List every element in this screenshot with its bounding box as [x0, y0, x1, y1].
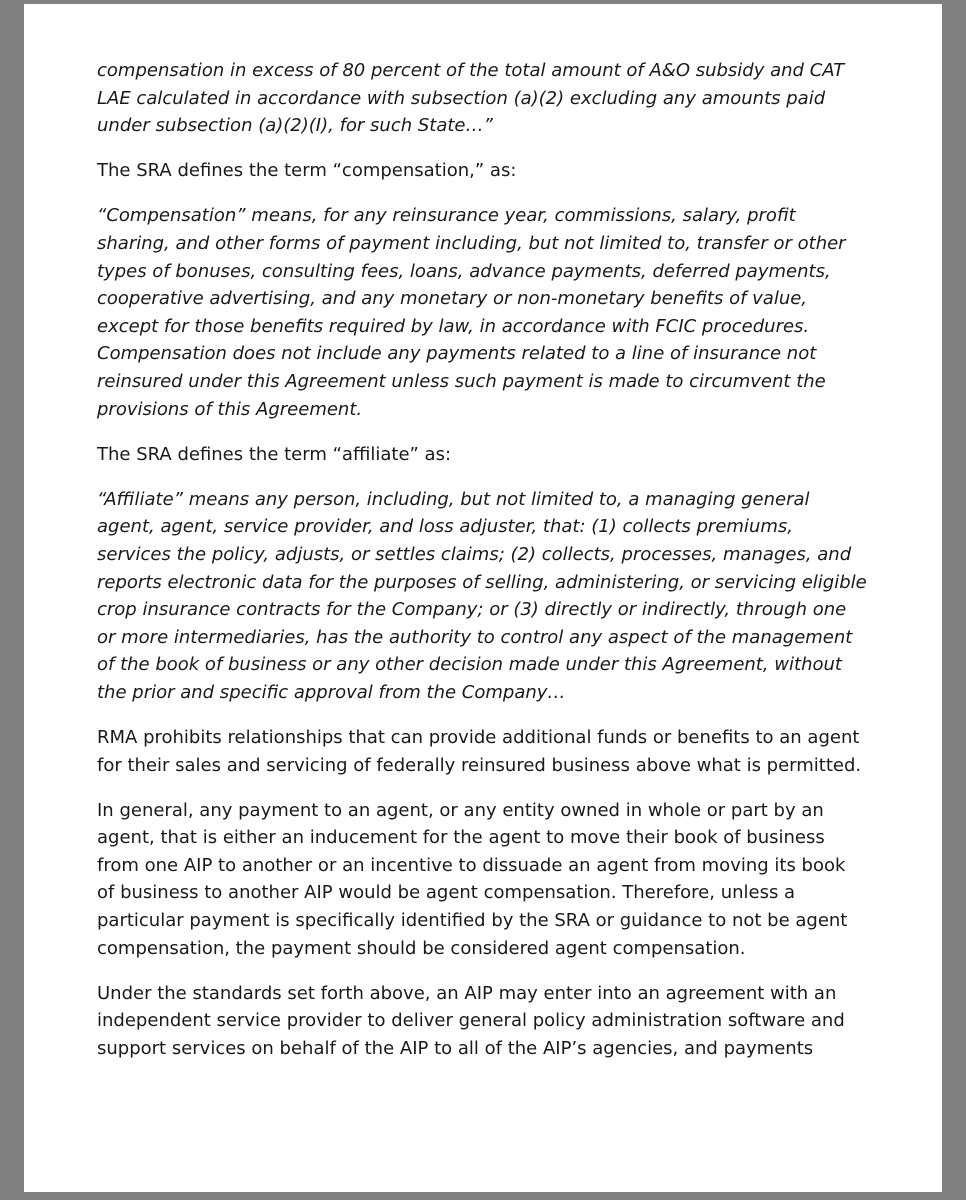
text-line: provisions of this Agreement.	[97, 398, 363, 420]
body-paragraph	[97, 724, 882, 779]
quoted-paragraph	[97, 57, 882, 140]
text-line: In general, any payment to an agent, or any entity owned in whole or part by an	[97, 799, 824, 821]
text-line: The SRA defines the term “affiliate” as:	[97, 443, 452, 465]
text-line: particular payment is specifically identified by the SRA or guidance to not be agent	[97, 910, 848, 932]
text-line: or more intermediaries, has the authority to control any aspect of the management	[97, 626, 853, 648]
text-line: RMA prohibits relationships that can provide additional funds or benefits to an agent	[97, 726, 860, 748]
text-line: crop insurance contracts for the Company; or (3) directly or indirectly, through one	[97, 599, 847, 621]
text-line: services the policy, adjusts, or settles claims; (2) collects, processes, manages, and	[97, 543, 852, 565]
body-paragraph	[97, 441, 882, 469]
text-line: for their sales and servicing of federally reinsured business above what is permitted.	[97, 754, 862, 776]
text-line: agent, agent, service provider, and loss adjuster, that: (1) collects premiums,	[97, 516, 793, 538]
text-line: LAE calculated in accordance with subsection (a)(2) excluding any amounts paid	[97, 87, 826, 109]
text-line: of business to another AIP would be agent compensation. Therefore, unless a	[97, 882, 796, 904]
text-line: compensation, the payment should be considered agent compensation.	[97, 937, 746, 959]
document-body	[97, 57, 882, 1063]
text-line: agent, that is either an inducement for the agent to move their book of business	[97, 827, 825, 849]
text-line: “Affiliate” means any person, including, but not limited to, a managing general	[97, 488, 810, 510]
text-line: cooperative advertising, and any monetary or non-monetary benefits of value,	[97, 288, 808, 310]
body-paragraph	[97, 797, 882, 963]
quoted-paragraph	[97, 202, 882, 423]
text-line: The SRA defines the term “compensation,” as:	[97, 160, 517, 182]
text-line: Compensation does not include any payments related to a line of insurance not	[97, 343, 817, 365]
text-line: “Compensation” means, for any reinsurance year, commissions, salary, profit	[97, 205, 796, 227]
body-paragraph	[97, 980, 882, 1063]
text-line: independent service provider to deliver general policy administration software and	[97, 1010, 845, 1032]
body-paragraph	[97, 157, 882, 185]
text-line: types of bonuses, consulting fees, loans, advance payments, deferred payments,	[97, 260, 831, 282]
text-line: under subsection (a)(2)(I), for such State…”	[97, 115, 493, 137]
text-line: reports electronic data for the purposes of selling, administering, or servicing eligible	[97, 571, 867, 593]
document-page	[24, 4, 942, 1192]
text-line: except for those benefits required by law, in accordance with FCIC procedures.	[97, 315, 810, 337]
text-line: reinsured under this Agreement unless such payment is made to circumvent the	[97, 370, 826, 392]
text-line: Under the standards set forth above, an AIP may enter into an agreement with an	[97, 982, 837, 1004]
text-line: compensation in excess of 80 percent of the total amount of A&O subsidy and CAT	[97, 60, 845, 81]
text-line: sharing, and other forms of payment including, but not limited to, transfer or other	[97, 232, 846, 254]
text-line: of the book of business or any other decision made under this Agreement, without	[97, 654, 842, 676]
text-line: from one AIP to another or an incentive to dissuade an agent from moving its book	[97, 854, 846, 876]
text-line: the prior and specific approval from the Company…	[97, 681, 566, 703]
quoted-paragraph	[97, 486, 882, 707]
text-line: support services on behalf of the AIP to all of the AIP’s agencies, and payments	[97, 1037, 814, 1059]
